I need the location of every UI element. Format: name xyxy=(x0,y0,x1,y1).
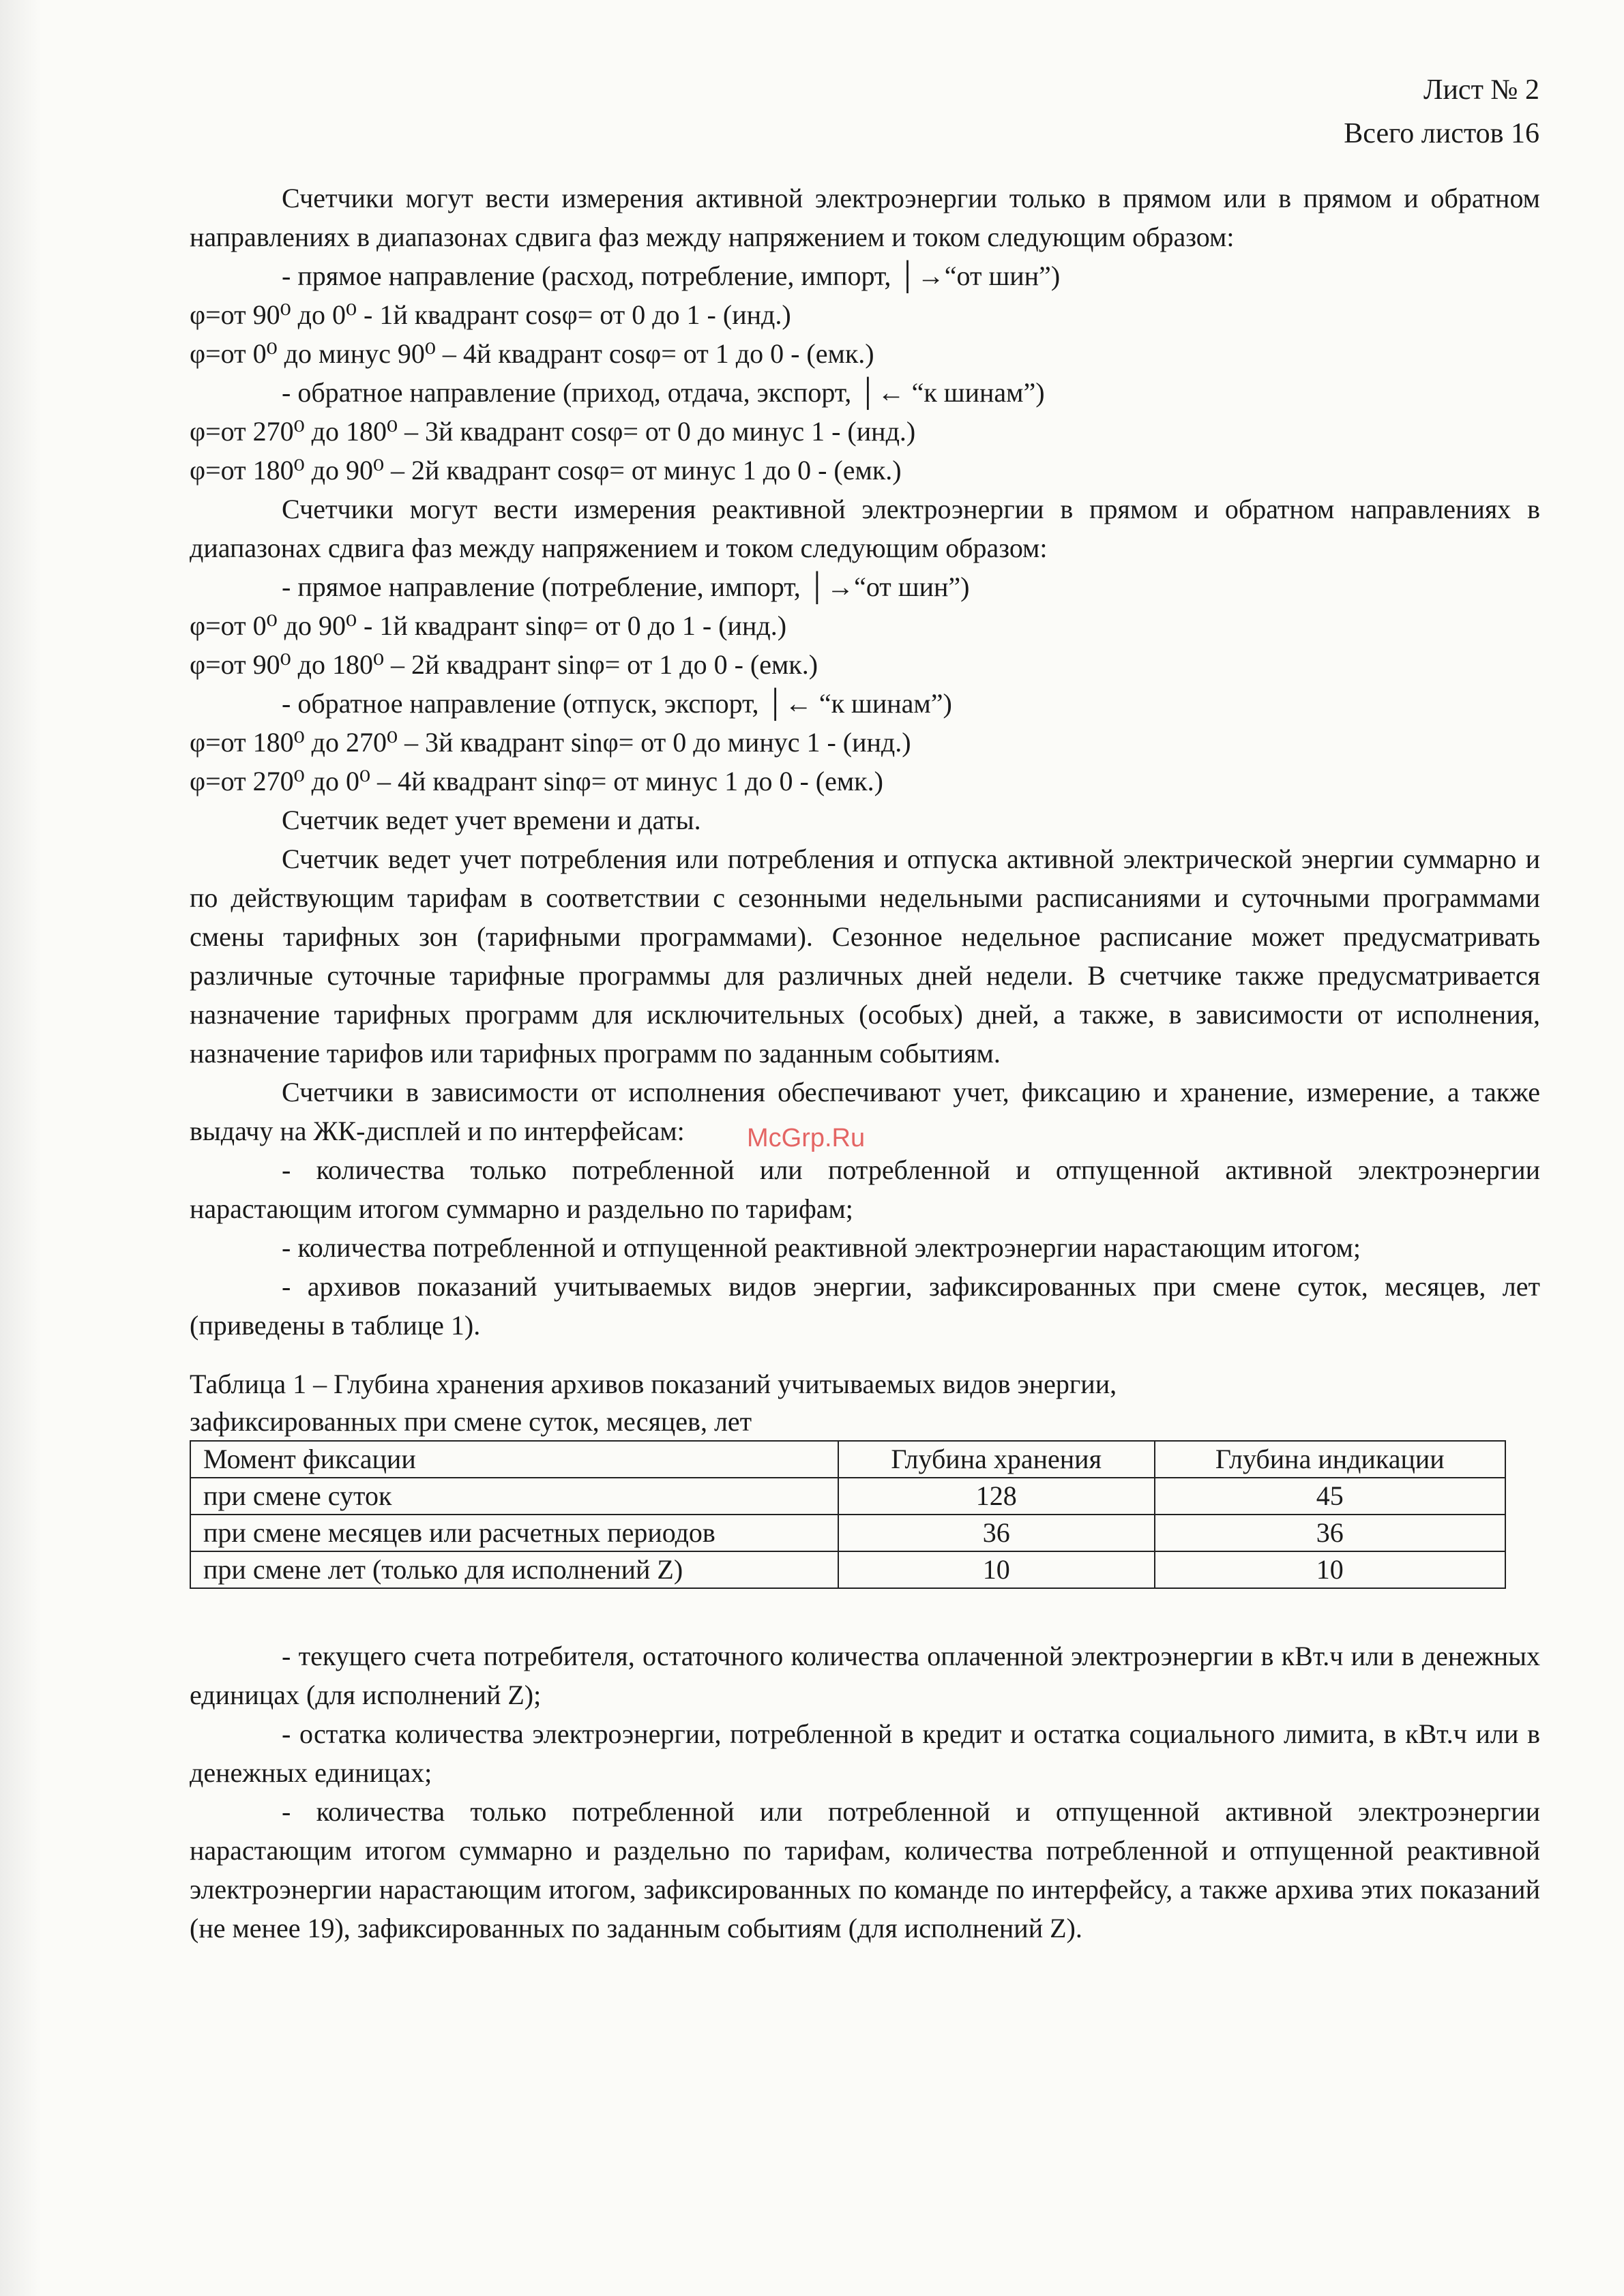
table-cell: 36 xyxy=(838,1515,1155,1551)
table-cell: 128 xyxy=(838,1478,1155,1515)
paragraph: - архивов показаний учитываемых видов энергии, зафиксированных при смене суток, месяцев, лет (приведены в таблице 1). xyxy=(190,1271,1540,1341)
paragraph: - количества только потребленной или потребленной и отпущенной активной электроэнергии нарастающим итогом суммарно и раздельно по тарифам; xyxy=(190,1154,1540,1224)
paragraph: φ=от 180⁰ до 270⁰ – 3й квадрант sinφ= от 0 до минус 1 - (инд.) xyxy=(190,727,911,758)
table-cell: 36 xyxy=(1155,1515,1505,1551)
watermark: McGrp.Ru xyxy=(747,1124,866,1152)
table-cell: при смене суток xyxy=(190,1478,838,1515)
sheet-number: Лист № 2 xyxy=(1423,74,1539,106)
header-cell: Момент фиксации xyxy=(190,1441,838,1478)
paragraph: - прямое направление (расход, потребление, импорт, │→“от шин”) xyxy=(282,260,1061,291)
paragraph: Счетчик ведет учет потребления или потребления и отпуска активной электрической энергии суммарно и по действующим тарифам в соответствии с сезонными недельными расписаниями и суточными программами смены тарифных зон (тарифными программами). Сезонное недельное расписание может предусматривать различные суточные тарифные программы для различных дней недели. В счетчике также предусматривается назначение тарифных программ для исключительных (особых) дней, а также, в зависимости от исполнения, назначение тарифов или тарифных программ по заданным событиям. xyxy=(190,844,1540,1069)
header-cell: Глубина индикации xyxy=(1155,1441,1505,1478)
paragraph: φ=от 0⁰ до 90⁰ - 1й квадрант sinφ= от 0 до 1 - (инд.) xyxy=(190,610,787,641)
paragraph: - обратное направление (отпуск, экспорт, │← “к шинам”) xyxy=(282,688,952,719)
sheet-total: Всего листов 16 xyxy=(1344,118,1539,149)
after-table-block xyxy=(190,1637,1540,1948)
paragraph: - количества только потребленной или потребленной и отпущенной активной электроэнергии нарастающим итогом суммарно и раздельно по тарифам, количества потребленной и отпущенной реактивной электроэнергии нарастающим итогом, зафиксированных по команде по интерфейсу, а также архива этих показаний (не менее 19), зафиксированных по заданным событиям (для исполнений Z). xyxy=(190,1796,1540,1943)
paragraph: φ=от 90⁰ до 0⁰ - 1й квадрант cosφ= от 0 до 1 - (инд.) xyxy=(190,299,791,330)
paragraph: Счетчики могут вести измерения активной электроэнергии только в прямом или в прямом и обратном направлениях в диапазонах сдвига фаз между напряжением и током следующим образом: xyxy=(190,183,1540,252)
sheet-header xyxy=(1344,68,1539,155)
paragraph: - остатка количества электроэнергии, потребленной в кредит и остатка социального лимита, в кВт.ч или в денежных единицах; xyxy=(190,1718,1540,1788)
paragraph: - обратное направление (приход, отдача, экспорт, │← “к шинам”) xyxy=(282,377,1045,408)
page-fold-shadow xyxy=(0,0,41,2296)
table-row xyxy=(190,1478,1505,1515)
paragraphs-block xyxy=(190,179,1540,1345)
paragraph: φ=от 270⁰ до 180⁰ – 3й квадрант cosφ= от 0 до минус 1 - (инд.) xyxy=(190,416,916,447)
table-cell: при смене месяцев или расчетных периодов xyxy=(190,1515,838,1551)
table-row xyxy=(190,1515,1505,1551)
paragraph: - прямое направление (потребление, импорт, │→“от шин”) xyxy=(282,571,970,602)
paragraph: - текущего счета потребителя, остаточного количества оплаченной электроэнергии в кВт.ч или в денежных единицах (для исполнений Z); xyxy=(190,1641,1540,1710)
paragraph: Счетчик ведет учет времени и даты. xyxy=(282,805,701,835)
paragraph: φ=от 90⁰ до 180⁰ – 2й квадрант sinφ= от 1 до 0 - (емк.) xyxy=(190,649,818,680)
table-cell: 45 xyxy=(1155,1478,1505,1515)
table-caption-line-1: Таблица 1 – Глубина хранения архивов показаний учитываемых видов энергии, xyxy=(190,1369,1117,1399)
paragraph: φ=от 0⁰ до минус 90⁰ – 4й квадрант cosφ= от 1 до 0 - (емк.) xyxy=(190,338,874,369)
header-cell: Глубина хранения xyxy=(838,1441,1155,1478)
paragraph: Счетчики могут вести измерения реактивной электроэнергии в прямом и обратном направлениях в диапазонах сдвига фаз между напряжением и током следующим образом: xyxy=(190,494,1540,563)
table-cell: 10 xyxy=(838,1551,1155,1588)
table-caption xyxy=(190,1365,1540,1440)
table-header-row xyxy=(190,1441,1505,1478)
paragraph: φ=от 270⁰ до 0⁰ – 4й квадрант sinφ= от минус 1 до 0 - (емк.) xyxy=(190,766,883,796)
paragraph: φ=от 180⁰ до 90⁰ – 2й квадрант cosφ= от минус 1 до 0 - (емк.) xyxy=(190,455,902,486)
storage-depth-table xyxy=(190,1440,1506,1589)
paragraph: - количества потребленной и отпущенной реактивной электроэнергии нарастающим итогом; xyxy=(282,1232,1361,1263)
paragraph: Счетчики в зависимости от исполнения обеспечивают учет, фиксацию и хранение, измерение, а также выдачу на ЖК-дисплей и по интерфейсам: xyxy=(190,1077,1540,1146)
table-caption-line-2: зафиксированных при смене суток, месяцев, лет xyxy=(190,1406,752,1437)
table-row xyxy=(190,1551,1505,1588)
table-cell: 10 xyxy=(1155,1551,1505,1588)
table-cell: при смене лет (только для исполнений Z) xyxy=(190,1551,838,1588)
document-body xyxy=(190,179,1540,1948)
